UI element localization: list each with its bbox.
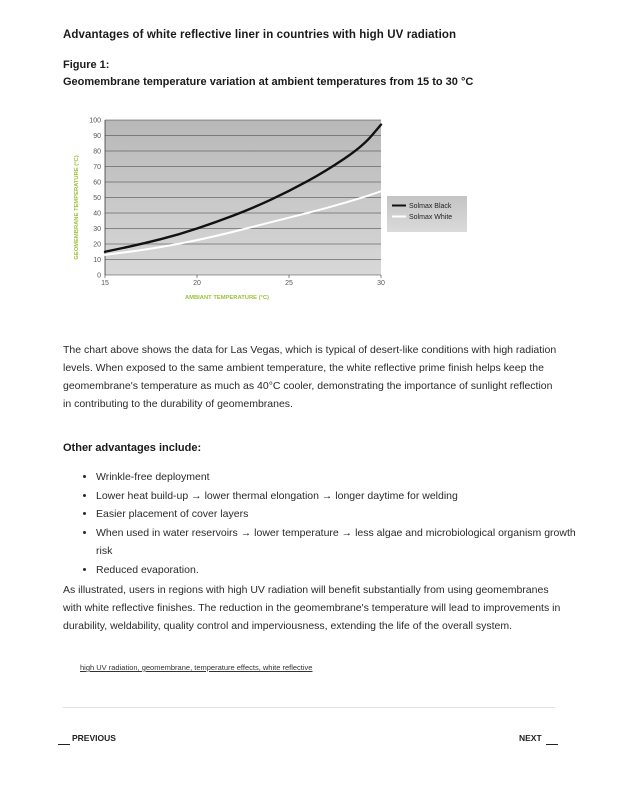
- y-tick-label: 90: [93, 133, 101, 140]
- y-tick-label: 30: [93, 226, 101, 233]
- list-item: • When used in water reservoirs → lower temperature → less algae and microbiological organism growth risk: [96, 524, 576, 561]
- conclusion-paragraph: As illustrated, users in regions with high UV radiation will benefit substantially from using geomembranes with white reflective finishes. The reduction in the geomembrane's temperature will lead to improvements in durability, weldability, quality control and imperviousness, extending the life of the overall system.: [63, 584, 561, 632]
- next-link[interactable]: NEXT: [519, 733, 542, 743]
- y-tick-label: 20: [93, 241, 101, 249]
- x-axis-label: AMBIANT TEMPERATURE (°C): [184, 295, 270, 301]
- list-item: • Lower heat build-up → lower thermal elongation → longer daytime for welding: [96, 487, 576, 506]
- y-tick-label: 50: [93, 195, 101, 202]
- advantages-list: [78, 468, 576, 579]
- y-axis-label: GEOMEMBRANE TEMPERATURE (°C): [74, 155, 80, 260]
- page-heading: Advantages of white reflective liner in countries with high UV radiation: [63, 29, 457, 41]
- y-tick-label: 80: [93, 148, 101, 156]
- prev-line: [58, 744, 70, 745]
- chart-svg: [66, 112, 486, 308]
- tags-link[interactable]: high UV radiation, geomembrane, temperature effects, white reflective: [80, 663, 313, 672]
- intro-paragraph: The chart above shows the data for Las Vegas, which is typical of desert-like conditions with high radiation levels. When exposed to the same ambient temperature, the white reflective prime finish helps keep the geomembrane's temperature as much as 40°C cooler, demonstrating the importance of sunlight reflection in contributing to the durability of geomembranes.: [63, 344, 557, 410]
- y-tick-label: 70: [93, 164, 101, 171]
- legend-label: Solmax White: [409, 214, 453, 221]
- y-tick-label: 60: [93, 179, 101, 187]
- list-item: • Reduced evaporation.: [96, 561, 576, 580]
- y-tick-label: 100: [89, 117, 101, 125]
- x-tick-label: 25: [285, 280, 293, 287]
- previous-link[interactable]: PREVIOUS: [72, 733, 116, 743]
- x-tick-label: 20: [193, 280, 201, 287]
- x-tick-label: 30: [377, 280, 385, 287]
- list-item: • Wrinkle-free deployment: [96, 468, 576, 487]
- temperature-chart: [66, 112, 486, 308]
- y-tick-label: 0: [97, 272, 101, 280]
- other-advantages-heading: Other advantages include:: [63, 442, 202, 454]
- figure-label: Figure 1:: [63, 59, 110, 71]
- figure-title: Geomembrane temperature variation at ambient temperatures from 15 to 30 °C: [63, 76, 474, 88]
- y-tick-label: 10: [93, 257, 101, 264]
- divider: [63, 707, 555, 708]
- y-tick-label: 40: [93, 210, 101, 218]
- legend-label: Solmax Black: [409, 203, 452, 210]
- x-tick-label: 15: [101, 280, 109, 287]
- list-item: • Easier placement of cover layers: [96, 505, 576, 524]
- next-line: [546, 744, 558, 745]
